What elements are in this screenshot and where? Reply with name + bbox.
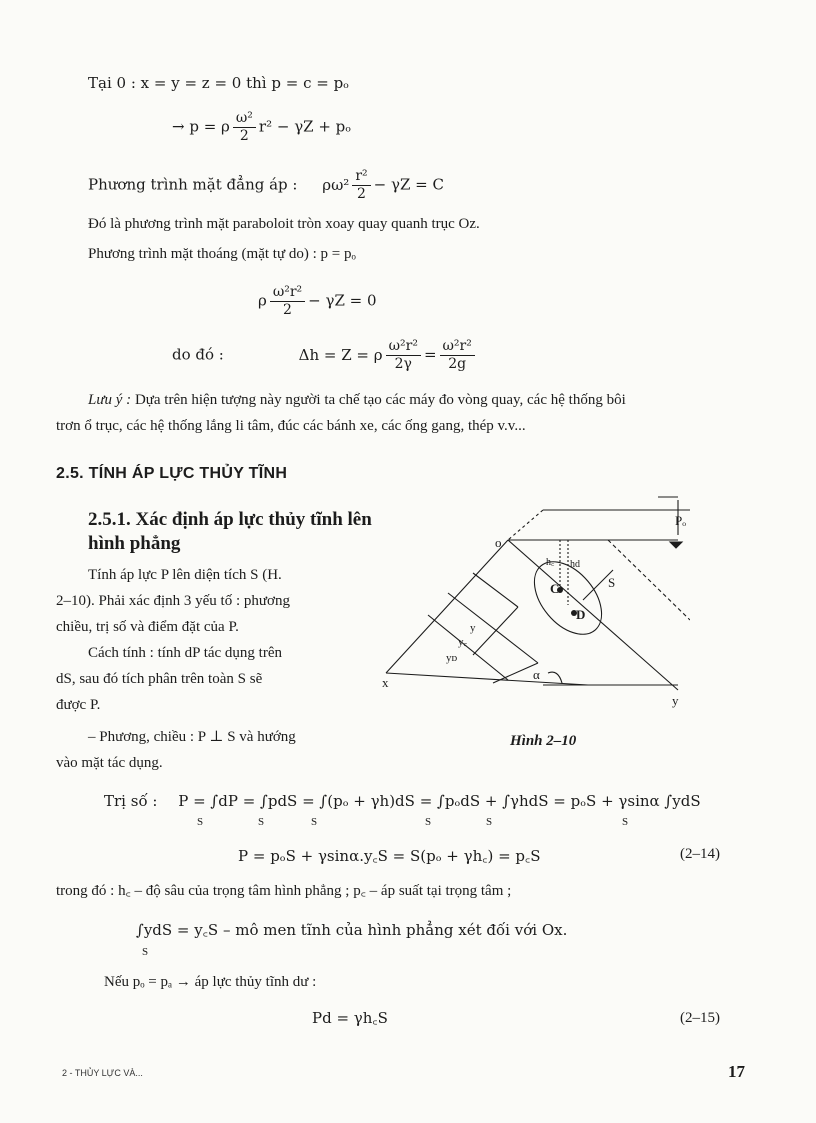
fraction — [352, 168, 370, 203]
label-alpha: α — [533, 667, 540, 682]
label-yd-dim: yᴅ — [446, 652, 458, 664]
paragraph-line: – Phương, chiều : P ⊥ S và hướng — [88, 729, 296, 745]
equation-part: − γZ = C — [373, 175, 444, 194]
equation-2-15: Pd = γh꜀S — [312, 1009, 388, 1027]
text-line-where: trong đó : h꜀ – độ sâu của trọng tâm hình phẳng ; p꜀ – áp suất tại trọng tâm ; — [56, 883, 512, 899]
dashed-edge — [508, 510, 543, 540]
fraction-numerator: ω²r² — [270, 284, 305, 302]
equation-isobaric — [88, 168, 444, 203]
page-number: 17 — [728, 1062, 745, 1081]
equation-2-14: P = pₒS + γsinα.y꜀S = S(pₒ + γh꜀) = p꜀S — [238, 847, 541, 865]
equation-part: Δh = Z = ρ — [298, 345, 383, 364]
fraction — [386, 338, 421, 373]
integral-limit: S — [142, 946, 149, 958]
paragraph-line: 2–10). Phải xác định 3 yếu tố : phương — [56, 593, 290, 609]
integral-limit: S — [622, 816, 629, 828]
equation-number-2-14: (2–14) — [680, 846, 720, 862]
text-line-paraboloid: Đó là phương trình mặt paraboloit tròn xoay quay quanh trục Oz. — [88, 216, 480, 232]
note-text: Dựa trên hiện tượng này người ta chế tạo các máy đo vòng quay, các hệ thống bôi — [134, 392, 626, 408]
equation-magnitude — [104, 792, 701, 810]
paragraph-direction — [56, 724, 350, 776]
fraction-numerator: ω²r² — [440, 338, 475, 356]
paragraph-line: Cách tính : tính dP tác dụng trên — [88, 645, 282, 661]
equation-part: → p = ρ — [172, 117, 230, 136]
paragraph-method — [56, 640, 350, 718]
figure-caption: Hình 2–10 — [510, 733, 577, 749]
text-line-origin-condition: Tại 0 : x = y = z = 0 thì p = c = pₒ — [88, 74, 349, 92]
label-yc-dim: y꜀ — [458, 636, 468, 648]
fraction-denominator: 2γ — [394, 356, 412, 372]
equation-delta-h — [172, 338, 478, 373]
paragraph-line: Tính áp lực P lên diện tích S (H. — [88, 567, 282, 583]
fraction-numerator: r² — [352, 168, 370, 186]
dashed-edge — [608, 540, 690, 620]
note-line-1 — [88, 392, 626, 409]
label-d: D — [576, 607, 586, 622]
equation-label: Phương trình mặt đẳng áp : — [88, 175, 298, 194]
equation-number-2-15: (2–15) — [680, 1010, 720, 1026]
dimension-line — [473, 573, 518, 607]
label-x: x — [382, 675, 389, 690]
figure-2-10 — [378, 495, 690, 755]
text-line-free-surface: Phương trình mặt thoáng (mặt tự do) : p = pₒ — [88, 246, 356, 262]
integral-limit: S — [486, 816, 493, 828]
fraction-denominator: 2g — [448, 356, 467, 372]
equation-label: do đó : — [172, 345, 224, 364]
label-hc: h꜀ — [546, 557, 555, 568]
paragraph-line: dS, sau đó tích phân trên toàn S sẽ — [56, 671, 263, 687]
fraction — [270, 284, 305, 319]
section-title: 2.5. TÍNH ÁP LỰC THỦY TĨNH — [56, 465, 288, 482]
dimension-line — [473, 607, 518, 655]
paragraph-line: được P. — [56, 697, 101, 713]
note-line-2: trơn ổ trục, các hệ thống lắng li tâm, đúc các bánh xe, các ống gang, thép v.v... — [56, 418, 526, 434]
paragraph-line: chiều, trị số và điểm đặt của P. — [56, 619, 239, 635]
label-hd: hd — [570, 559, 580, 570]
text-line-if: Nếu pₒ = pₐ → áp lực thủy tĩnh dư : — [104, 974, 317, 990]
dimension-line — [428, 615, 508, 680]
fraction — [233, 110, 256, 145]
equation-label: Trị số : — [104, 792, 158, 810]
note-label: Lưu ý : — [88, 392, 132, 408]
integral-limit: S — [258, 816, 265, 828]
fraction-numerator: ω²r² — [386, 338, 421, 356]
equation-pressure — [172, 110, 351, 145]
label-origin: o — [495, 535, 502, 550]
paragraph-line: vào mặt tác dụng. — [56, 755, 163, 771]
subsection-title: 2.5.1. Xác định áp lực thủy tĩnh lên hình phẳng — [88, 509, 372, 554]
equation-part: ρ — [258, 291, 267, 310]
label-y: y — [672, 693, 679, 708]
label-s: S — [608, 575, 616, 590]
fraction — [440, 338, 475, 373]
integral-limit: S — [311, 816, 318, 828]
equation-part: − γZ = 0 — [308, 291, 377, 310]
fraction-denominator: 2 — [239, 128, 249, 144]
equation-part: r² − γZ + pₒ — [258, 117, 352, 136]
equation-free-surface — [258, 284, 377, 319]
water-level-icon — [670, 542, 682, 548]
dimension-line — [448, 593, 538, 663]
fraction-denominator: 2 — [357, 186, 366, 202]
label-y-dim: y — [470, 622, 476, 634]
equation-static-moment: ∫ydS = y꜀S – mô men tĩnh của hình phẳng xét đối với Ox. — [136, 921, 568, 939]
footer-running-title: 2 - THỦY LỰC VÀ... — [62, 1068, 143, 1078]
fraction-numerator: ω² — [233, 110, 256, 128]
integral-limit: S — [197, 816, 204, 828]
equation-part: = — [423, 345, 437, 364]
label-c: C — [550, 581, 560, 596]
fraction-denominator: 2 — [283, 302, 292, 318]
integral-limit: S — [425, 816, 432, 828]
equation-part: ρω² — [322, 175, 350, 194]
equation-part: P = ∫dP = ∫pdS = ∫(pₒ + γh)dS = ∫pₒdS + ∫γhdS = pₒS + γsinα ∫ydS — [178, 792, 701, 810]
paragraph-intro — [56, 562, 350, 640]
label-p0: Pₒ — [675, 513, 686, 528]
angle-arc — [548, 672, 562, 683]
